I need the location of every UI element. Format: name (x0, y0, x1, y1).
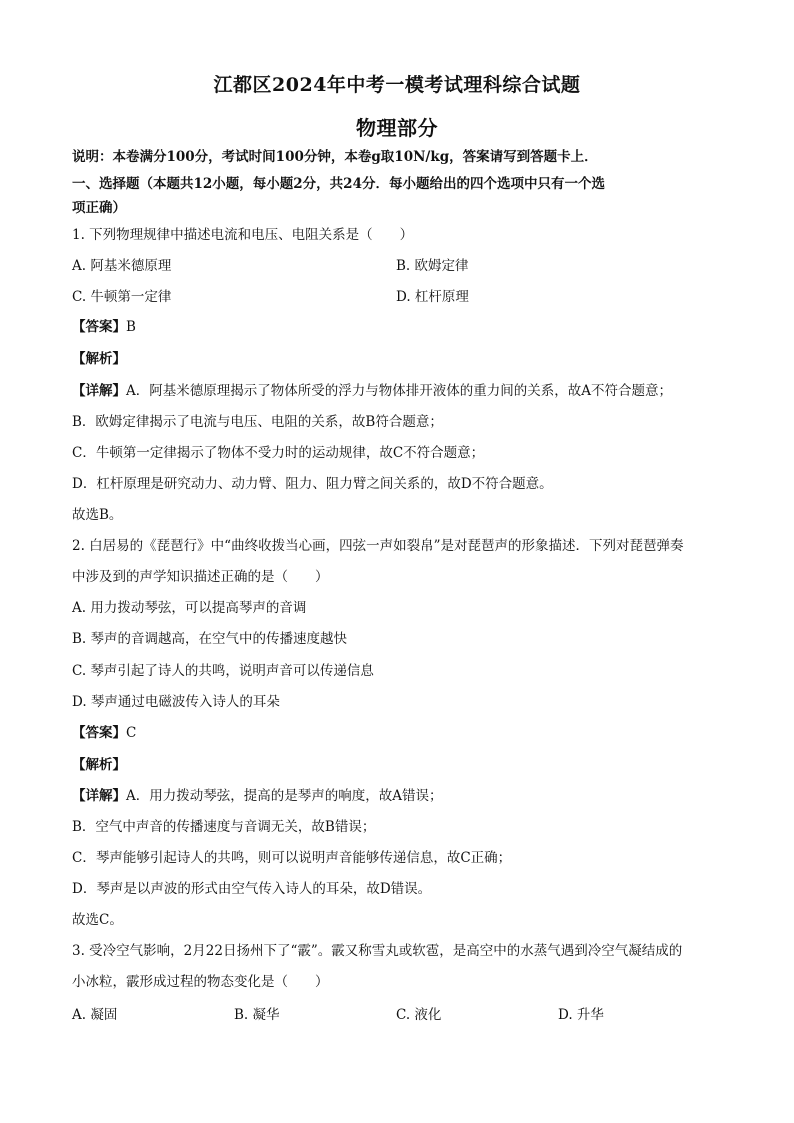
exam-title: 江都区2024年中考一模考试理科综合试题 (213, 74, 581, 96)
q3-stem-line2: 小冰粒，霰形成过程的物态变化是（ ） (72, 974, 329, 990)
exam-note: 说明：本卷满分100分，考试时间100分钟，本卷g取10N/kg，答案请写到答题卡上． (72, 149, 598, 165)
q2-detail-b: B．空气中声音的传播速度与音调无关，故B错误； (72, 819, 376, 835)
detail-tag: 【详解】 (72, 383, 126, 399)
q2-option-c: C. 琴声引起了诗人的共鸣，说明声音可以传递信息 (72, 663, 374, 679)
q1-detail-a (72, 382, 672, 400)
q2-answer (72, 724, 136, 742)
q2-detail-a (72, 787, 443, 805)
q1-stem: 1. 下列物理规律中描述电流和电压、电阻关系是（ ） (72, 227, 414, 243)
section-heading-line2: 项正确） (72, 200, 126, 216)
q1-analysis-tag: 【解析】 (72, 351, 126, 367)
answer-tag: 【答案】 (72, 725, 126, 741)
q2-stem-line2: 中涉及到的声学知识描述正确的是（ ） (72, 569, 329, 585)
q3-option-a: A. 凝固 (72, 1007, 118, 1023)
q3-stem-line1: 3. 受冷空气影响，2月22日扬州下了“霰”。霰又称雪丸或软雹，是高空中的水蒸气遇到冷空气凝结成的 (72, 943, 683, 959)
q1-detail-c: C．牛顿第一定律揭示了物体不受力时的运动规律，故C不符合题意； (72, 445, 485, 461)
q2-detail-c: C．琴声能够引起诗人的共鸣，则可以说明声音能够传递信息，故C正确； (72, 850, 512, 866)
q1-option-d: D. 杠杆原理 (396, 289, 469, 305)
detail-text: A．用力拨动琴弦，提高的是琴声的响度，故A错误； (126, 788, 443, 804)
q2-stem-line1: 2. 白居易的《琵琶行》中“曲终收拨当心画，四弦一声如裂帛”是对琵琶声的形象描述．下列对琵琶弹奏 (72, 538, 684, 554)
q3-option-c: C. 液化 (396, 1007, 442, 1023)
q1-conclusion: 故选B。 (72, 507, 123, 523)
section-heading-line1: 一、选择题（本题共12小题，每小题2分，共24分．每小题给出的四个选项中只有一个选 (72, 176, 605, 192)
detail-tag: 【详解】 (72, 788, 126, 804)
detail-text: A．阿基米德原理揭示了物体所受的浮力与物体排开液体的重力间的关系，故A不符合题意； (126, 383, 672, 399)
q1-detail-d: D．杠杆原理是研究动力、动力臂、阻力、阻力臂之间关系的，故D不符合题意。 (72, 476, 553, 492)
answer-value: C (126, 725, 137, 741)
q2-option-d: D. 琴声通过电磁波传入诗人的耳朵 (72, 694, 280, 710)
q1-option-a: A. 阿基米德原理 (72, 258, 172, 274)
answer-value: B (126, 319, 136, 335)
exam-subtitle: 物理部分 (356, 116, 438, 140)
q3-option-d: D. 升华 (558, 1007, 604, 1023)
q3-option-b: B. 凝华 (234, 1007, 280, 1023)
q2-option-b: B. 琴声的音调越高，在空气中的传播速度越快 (72, 631, 348, 647)
q1-answer (72, 318, 136, 336)
q2-option-a: A. 用力拨动琴弦，可以提高琴声的音调 (72, 600, 307, 616)
q1-detail-b: B．欧姆定律揭示了电流与电压、电阻的关系，故B符合题意； (72, 414, 443, 430)
q2-analysis-tag: 【解析】 (72, 757, 126, 773)
q2-detail-d: D．琴声是以声波的形式由空气传入诗人的耳朵，故D错误。 (72, 881, 432, 897)
q2-conclusion: 故选C。 (72, 912, 123, 928)
q1-option-c: C. 牛顿第一定律 (72, 289, 172, 305)
q1-option-b: B. 欧姆定律 (396, 258, 469, 274)
answer-tag: 【答案】 (72, 319, 126, 335)
